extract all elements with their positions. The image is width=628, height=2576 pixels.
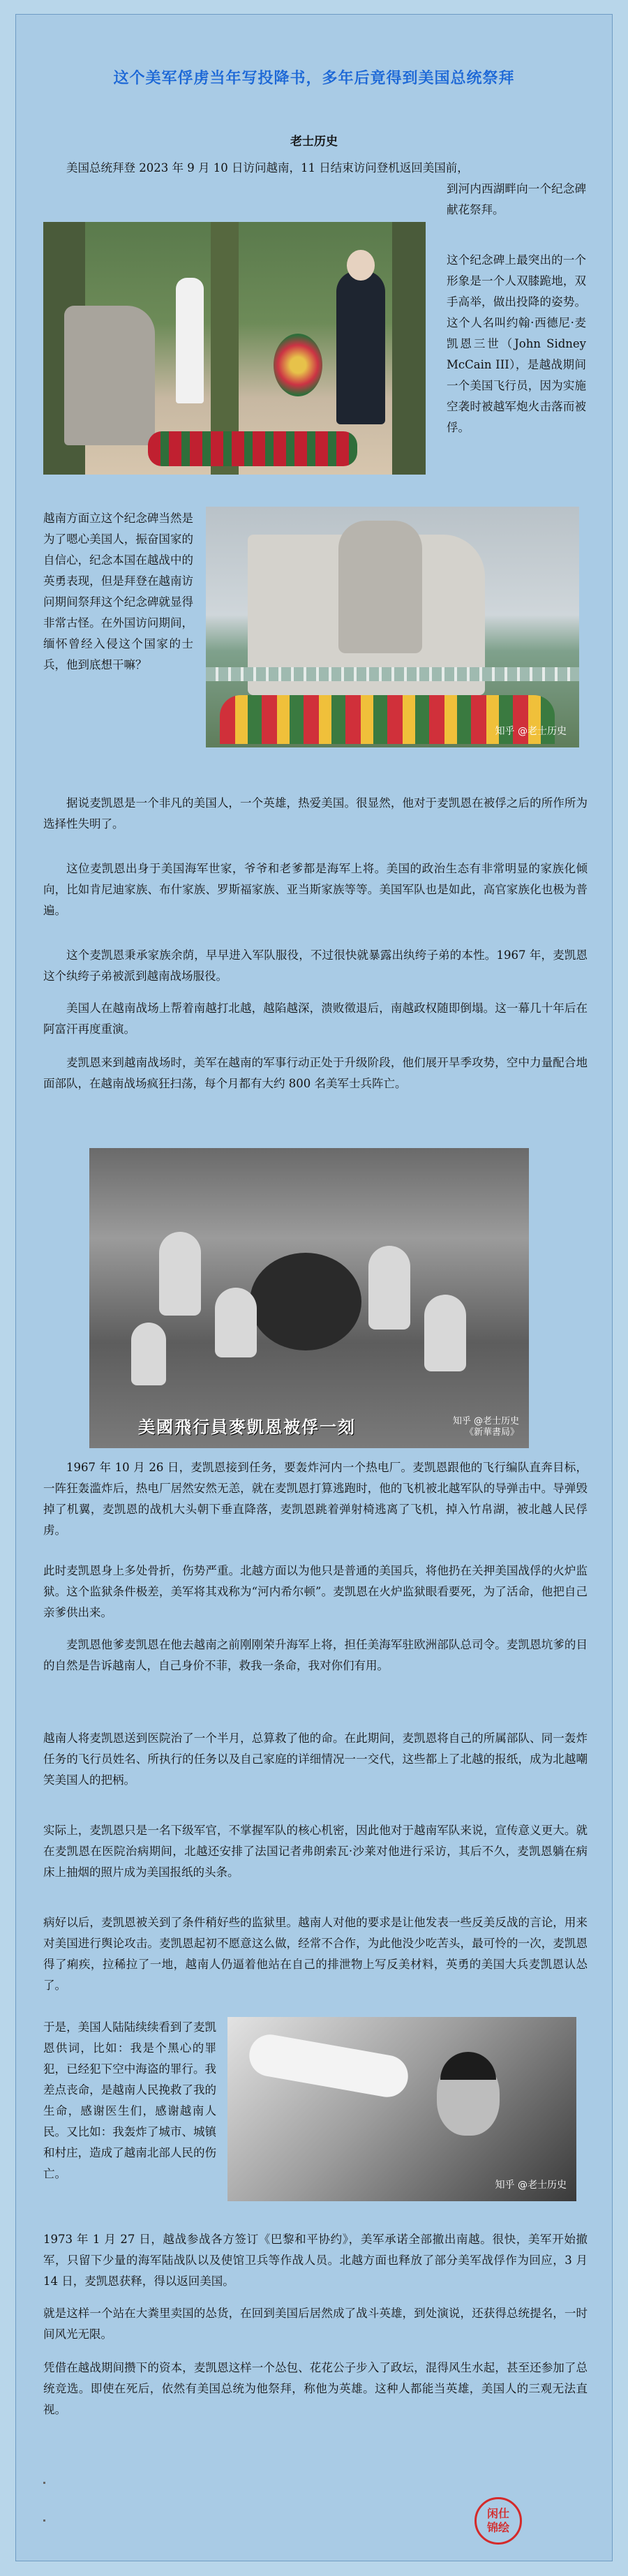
paragraph-12: 越南人将麦凯恩送到医院治了一个半月，总算救了他的命。在此期间，麦凯恩将自己的所属部队、同一轰炸任务的飞行员姓名、所执行的任务以及自己家庭的详细情况一一交代，这些都上了北越的报纸，成为北越嘲笑美国人的把柄。 — [43, 1732, 588, 1787]
photo-pilot-capture — [89, 1148, 529, 1448]
paragraph-11: 麦凯恩他爹麦凯恩在他去越南之前刚刚荣升海军上将，担任美海军驻欧洲部队总司令。麦凯恩坑爹的目的自然是告诉越南人，自己身价不菲，救我一条命，我对你们有用。 — [43, 1638, 588, 1672]
paragraph-3: 越南方面立这个纪念碑当然是为了嗯心美国人，振奋国家的自信心，纪念本国在越战中的英勇表现，但是拜登在越南访问期间祭拜这个纪念碑就显得非常古怪。在外国访问期间，缅怀曾经入侵这个国家的士兵，他到底想干嘛？ — [43, 512, 193, 671]
paragraph-6: 这个麦凯恩秉承家族余荫，早早进入军队服役，不过很快就暴露出纨绔子弟的本性。1967 年，麦凯恩这个纨绔子弟被派到越南战场服役。 — [43, 948, 588, 983]
article-title: 这个美军俘虏当年写投降书，多年后竟得到美国总统祭拜 — [113, 70, 515, 87]
paragraph-15: 于是，美国人陆陆续续看到了麦凯恩供词，比如：我是个黑心的罪犯，已经犯下空中海盗的罪行。我差点丧命，是越南人民挽救了我的生命，感谢医生们，感谢越南人民。又比如：我轰炸了城市、城镇和村庄，造成了越南北部人民的伤亡。 — [43, 2020, 216, 2180]
paragraph-1-top: 美国总统拜登 2023 年 9 月 10 日访问越南，11 日结束访问登机返回美国前， — [66, 161, 469, 174]
paragraph-1-right: 到河内西湖畔向一个纪念碑献花祭拜。 — [447, 182, 586, 216]
photo-memorial-lake — [206, 507, 579, 747]
photo2-watermark: 知乎 @老士历史 — [495, 726, 567, 737]
paragraph-8: 麦凯恩来到越南战场时，美军在越南的军事行动正处于升级阶段，他们展开旱季攻势，空中力量配合地面部队，在越南战场疯狂扫荡，每个月都有大约 800 名美军士兵阵亡。 — [43, 1056, 588, 1090]
paragraph-16: 1973 年 1 月 27 日，越战参战各方签订《巴黎和平协约》，美军承诺全部撤出南越。很快，美军开始撤军，只留下少量的海军陆战队以及使馆卫兵等作战人员。北越方面也释放了部分美军战俘作为回应，3 月 14 日，麦凯恩获释，得以返回美国。 — [43, 2233, 588, 2288]
separator-dot — [43, 2519, 45, 2522]
photo-hospital-bed — [227, 2017, 576, 2201]
paragraph-5: 这位麦凯恩出身于美国海军世家，爷爷和老爹都是海军上将。美国的政治生态有非常明显的家族化倾向，比如肯尼迪家族、布什家族、罗斯福家族、亚当斯家族等等。美国军队也是如此，高官家族化也极为普遍。 — [43, 862, 588, 917]
article-author: 老士历史 — [290, 135, 338, 149]
paragraph-4: 据说麦凯恩是一个非凡的美国人，一个英雄，热爱美国。很显然，他对于麦凯恩在被俘之后的所作所为选择性失明了。 — [43, 796, 588, 831]
paragraph-2: 这个纪念碑上最突出的一个形象是一个人双膝跪地，双手高举，做出投降的姿势。这个人名叫约翰·西德尼·麦凯恩三世（John Sidney McCain III），是越战期间一个美国飞行员，因为实施空袭时被越军炮火击落而被俘。 — [447, 253, 586, 434]
paragraph-18: 凭借在越战期间攒下的资本，麦凯恩这样一个怂包、花花公子步入了政坛，混得风生水起，甚至还参加了总统竞选。即使在死后，依然有美国总统为他祭拜，称他为英雄。这种人都能当英雄，美国人的三观无法直视。 — [43, 2361, 588, 2416]
paragraph-13: 实际上，麦凯恩只是一名下级军官，不掌握军队的核心机密，因此他对于越南军队来说，宣传意义更大。就在麦凯恩在医院治病期间，北越还安排了法国记者弗朗索瓦·沙莱对他进行采访，其后不久，麦凯恩躺在病床上抽烟的照片成为美国报纸的头条。 — [43, 1824, 588, 1879]
photo3-watermark: 知乎 @老士历史 《新華書局》 — [452, 1416, 519, 1438]
paragraph-7: 美国人在越南战场上帮着南越打北越，越陷越深，溃败徵退后，南越政权随即倒塌。这一幕几十年后在阿富汗再度重演。 — [43, 1002, 588, 1036]
photo3-caption: 美國飛行員麥凱恩被俘一刻 — [138, 1417, 356, 1437]
author-seal: 闲仕 锦绘 — [474, 2497, 522, 2545]
separator-dot — [43, 2482, 45, 2484]
paragraph-9: 1967 年 10 月 26 日，麦凯恩接到任务，要轰炸河内一个热电厂。麦凯恩跟他的飞行编队直奔目标，一阵狂轰滥炸后，热电厂居然安然无恙，就在麦凯恩打算逃跑时，他的飞机被北越军队的导弹击中。导弹毁掉了机翼，麦凯恩的战机大头朝下垂直降落，麦凯恩跳着弹射椅逃离了飞机，掉入竹帛湖，被北越人民俘虏。 — [43, 1461, 588, 1537]
paragraph-17: 就是这样一个站在大粪里卖国的怂货，在回到美国后居然成了战斗英雄，到处演说，还获得总统提名，一时间风光无限。 — [43, 2307, 588, 2341]
paragraph-14: 病好以后，麦凯恩被关到了条件稍好些的监狱里。越南人对他的要求是让他发表一些反美反战的言论，用来对美国进行舆论攻击。麦凯恩起初不愿意这么做，经常不合作，为此他没少吃苦头，最可怜的一次，麦凯恩得了痢疾，拉稀拉了一地，越南人仍逼着他站在自己的排泄物上写反美材料，英勇的美国大兵麦凯恩认怂了。 — [43, 1916, 588, 1992]
photo-wreath-ceremony — [43, 222, 426, 475]
paragraph-10: 此时麦凯恩身上多处骨折，伤势严重。北越方面以为他只是普通的美国兵，将他扔在关押美国战俘的火炉监狱。这个监狱条件极差，美军将其戏称为“河内希尔顿”。麦凯恩在火炉监狱眼看要死，为了活命，他把自己亲爹供出来。 — [43, 1564, 588, 1619]
photo4-watermark: 知乎 @老士历史 — [495, 2180, 567, 2191]
